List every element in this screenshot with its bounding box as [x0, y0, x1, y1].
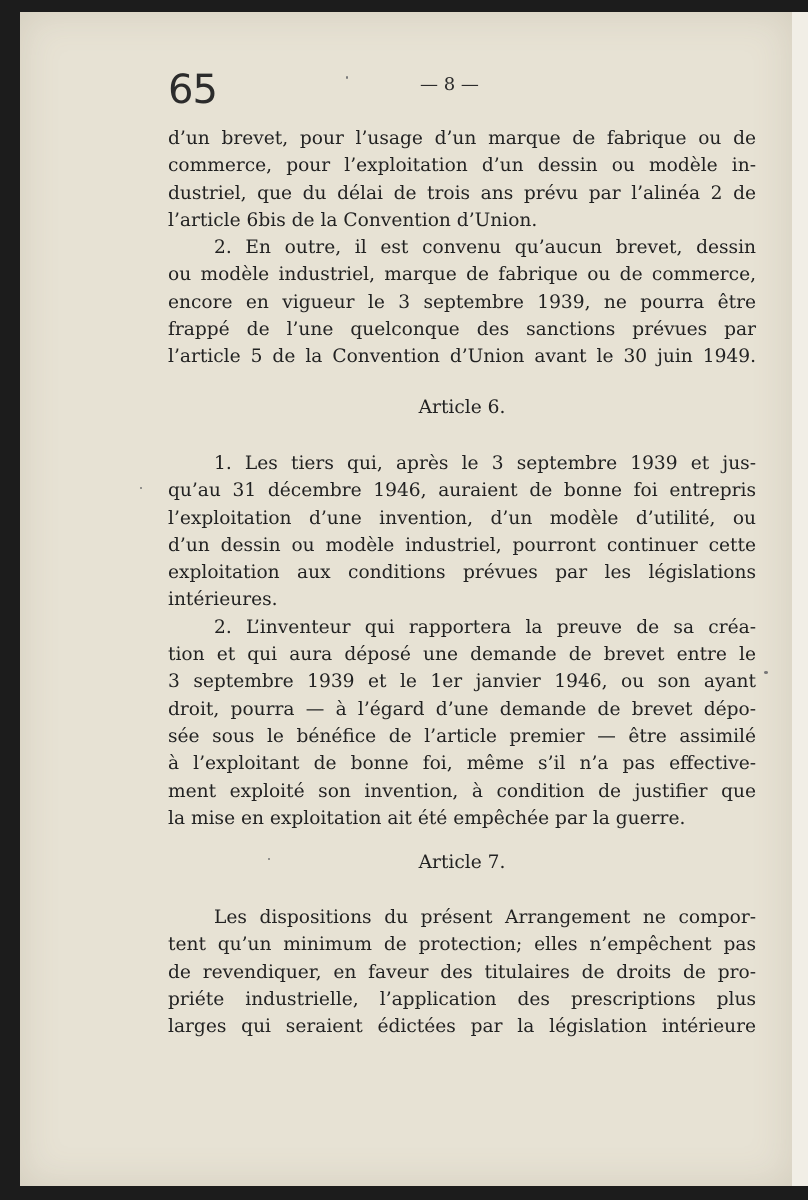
article-6-heading: Article 6.	[418, 397, 506, 418]
text-line: sée sous le bénéfice de l’article premier — être assimilé	[168, 725, 756, 747]
text-line: tion et qui aura déposé une demande de brevet entre le	[168, 644, 756, 666]
paragraph-block-1	[168, 125, 756, 371]
text-line: commerce, pour l’exploitation d’un dessin ou modèle in-	[168, 155, 756, 177]
page-number: — 8 —	[420, 74, 479, 95]
text-line: 3 septembre 1939 et le 1er janvier 1946, ou son ayant	[168, 671, 756, 693]
text-line: encore en vigueur le 3 septembre 1939, ne pourra être	[168, 291, 756, 313]
text-line: d’un brevet, pour l’usage d’un marque de fabrique ou de	[168, 128, 756, 149]
paper-speck	[346, 76, 348, 79]
text-line: Les dispositions du présent Arrangement ne compor-	[214, 907, 756, 928]
article-7-heading: Article 7.	[418, 852, 506, 873]
text-line: exploitation aux conditions prévues par les législations	[168, 562, 756, 584]
text-line: ou modèle industriel, marque de fabrique ou de commerce,	[168, 264, 756, 286]
paper-speck	[764, 671, 768, 674]
page-edge	[792, 12, 808, 1186]
text-line: de revendiquer, en faveur des titulaires de droits de pro-	[168, 961, 756, 983]
text-line: ment exploité son invention, à condition de justifier que	[168, 780, 756, 802]
text-line: dustriel, que du délai de trois ans prévu par l’alinéa 2 de	[168, 182, 756, 204]
text-line: l’article 5 de la Convention d’Union avant le 30 juin 1949.	[168, 346, 756, 368]
stamp-number: 65	[168, 67, 217, 113]
text-line: l’exploitation d’une invention, d’un modèle d’utilité, ou	[168, 507, 756, 529]
paper-speck	[140, 487, 142, 489]
text-line: priéte industrielle, l’application des prescriptions plus	[168, 988, 756, 1010]
paper-speck	[268, 858, 270, 860]
text-line: la mise en exploitation ait été empêchée par la guerre.	[168, 807, 686, 829]
text-line: tent qu’un minimum de protection; elles n’empêchent pas	[168, 934, 756, 956]
text-line: à l’exploitant de bonne foi, même s’il n’a pas effective-	[168, 753, 756, 775]
text-line: qu’au 31 décembre 1946, auraient de bonne foi entrepris	[168, 480, 756, 502]
text-line: larges qui seraient édictées par la législation intérieure	[168, 1016, 756, 1038]
text-line: frappé de l’une quelconque des sanctions prévues par	[168, 319, 756, 341]
paragraph-block-3	[168, 904, 756, 1040]
text-line: intérieures.	[168, 589, 278, 611]
text-line: l’article 6bis de la Convention d’Union.	[168, 209, 538, 231]
text-line: 2. En outre, il est convenu qu’aucun brevet, dessin	[214, 237, 756, 259]
paragraph-block-2	[168, 450, 756, 832]
text-line: 1. Les tiers qui, après le 3 septembre 1939 et jus-	[214, 453, 756, 474]
text-line: d’un dessin ou modèle industriel, pourront continuer cette	[168, 534, 756, 556]
text-line: 2. L’inventeur qui rapportera la preuve de sa créa-	[214, 616, 756, 638]
text-line: droit, pourra — à l’égard d’une demande de brevet dépo-	[168, 698, 756, 720]
